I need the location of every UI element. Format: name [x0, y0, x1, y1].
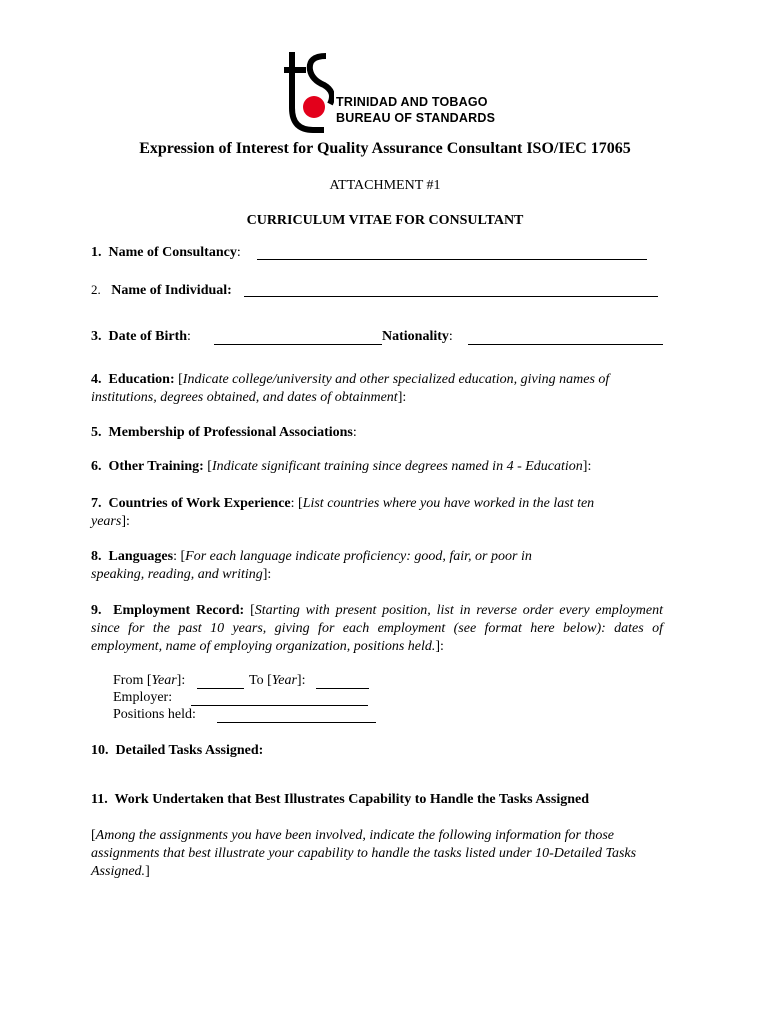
employer-label: Employer:: [113, 690, 173, 705]
work-instructions: [Among the assignments you have been involved, indicate the following information for those assignments that best illustrate your capability to handle the tasks listed under 10-Detailed Tasks Assigned.]: [91, 828, 637, 879]
from-year-label: From [Year]:: [113, 673, 186, 688]
cv-heading: CURRICULUM VITAE FOR CONSULTANT: [246, 213, 524, 228]
section-education: 4. Education: [Indicate college/university and other specialized education, giving names of institutions, degrees obtained, and dates of obtainment]:: [91, 372, 610, 405]
individual-input-line[interactable]: [244, 296, 658, 297]
logo-text: [336, 94, 495, 126]
section-languages: 8. Languages: [For each language indicate proficiency: good, fair, or poor in speaking, reading, and writing]:: [91, 549, 532, 582]
from-year-input-line[interactable]: [197, 688, 244, 689]
field-consultancy-label: 1. Name of Consultancy:: [91, 245, 241, 260]
employer-input-line[interactable]: [191, 705, 368, 706]
page-title: Expression of Interest for Quality Assurance Consultant ISO/IEC 17065: [139, 140, 631, 157]
logo-line-1: TRINIDAD AND TOBAGO: [336, 95, 488, 109]
section-countries: 7. Countries of Work Experience: [List countries where you have worked in the last ten years]:: [91, 496, 595, 529]
field-dob-label: 3. Date of Birth:: [91, 329, 191, 344]
ttbs-logo-icon: [284, 52, 334, 134]
section-training: 6. Other Training: [Indicate significant training since degrees named in 4 - Education]:: [91, 459, 592, 474]
dob-input-line[interactable]: [214, 344, 382, 345]
nationality-input-line[interactable]: [468, 344, 663, 345]
field-individual-label: 2. Name of Individual:: [91, 282, 232, 298]
section-membership: 5. Membership of Professional Associations:: [91, 425, 357, 440]
consultancy-input-line[interactable]: [257, 259, 647, 260]
section-employment: 9. Employment Record: [Starting with present position, list in reverse order every employment since for the past 10 years, giving for each employment (see format here below): dates of employment, name of employing organization, positions held.]:: [91, 603, 664, 654]
logo-line-2: BUREAU OF STANDARDS: [336, 111, 496, 125]
positions-input-line[interactable]: [217, 722, 376, 723]
section-work: 11. Work Undertaken that Best Illustrates Capability to Handle the Tasks Assigned: [91, 792, 590, 807]
section-tasks: 10. Detailed Tasks Assigned:: [91, 743, 264, 758]
to-year-input-line[interactable]: [316, 688, 369, 689]
field-nationality-label: Nationality:: [382, 329, 453, 344]
to-year-label: To [Year]:: [249, 673, 306, 688]
positions-held-label: Positions held:: [113, 707, 196, 722]
attachment-label: ATTACHMENT #1: [329, 178, 441, 193]
